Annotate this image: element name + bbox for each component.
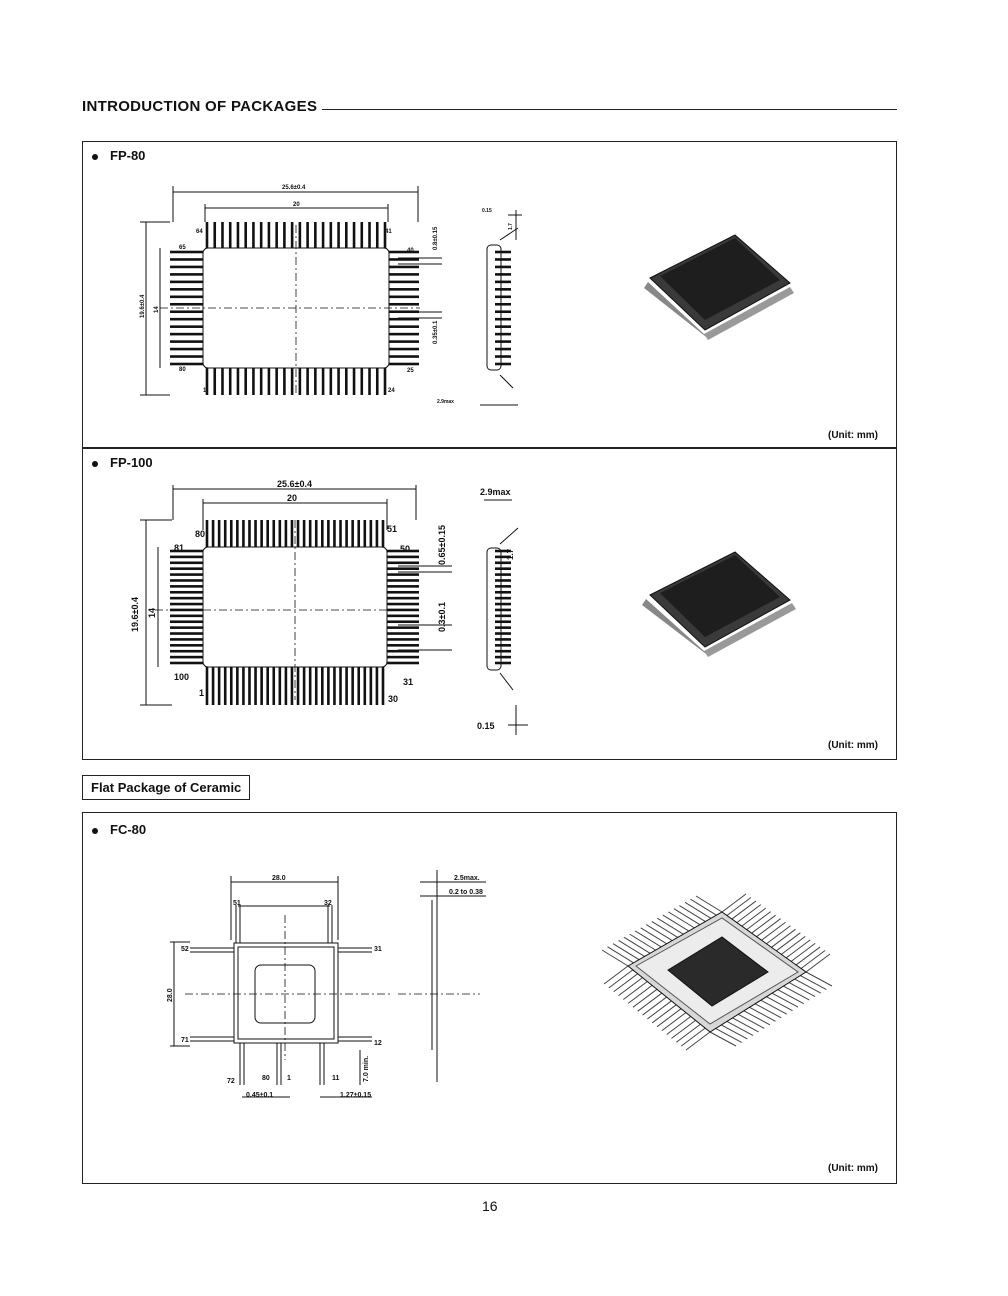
fp100-dim-lead-len: 1.7 xyxy=(506,548,515,560)
photo-lead xyxy=(801,950,825,968)
fp80-pin-65: 65 xyxy=(179,245,186,251)
photo-lead xyxy=(672,1020,696,1038)
fc80-pin-51: 51 xyxy=(233,900,241,907)
photo-lead xyxy=(716,1028,742,1042)
fp100-pin-50: 50 xyxy=(400,544,411,554)
fp100-dim-thick: 0.15 xyxy=(477,721,495,731)
page-header-title: INTRODUCTION OF PACKAGES xyxy=(82,98,318,115)
fp100-unit: (Unit: mm) xyxy=(828,740,878,751)
photo-lead xyxy=(738,1014,764,1028)
photo-lead xyxy=(747,912,771,930)
fp100-pin-100: 100 xyxy=(174,672,190,682)
photo-lead xyxy=(652,921,678,937)
photo-lead xyxy=(630,934,656,950)
photo-lead xyxy=(646,925,672,941)
photo-lead xyxy=(757,919,781,937)
fp100-dim-maxh: 2.9max xyxy=(480,487,511,497)
fp80-dim-inner: 20 xyxy=(293,202,300,208)
photo-lead xyxy=(766,997,792,1011)
photo-lead xyxy=(761,1000,787,1014)
photo-lead xyxy=(614,974,638,992)
photo-lead xyxy=(604,966,628,984)
photo-lead xyxy=(676,1024,700,1042)
fp100-pin-1: 1 xyxy=(199,688,205,698)
fc80-title-text: FC-80 xyxy=(110,822,147,837)
photo-lead xyxy=(796,947,820,965)
photo-lead xyxy=(791,943,815,961)
fp80-pin-41: 41 xyxy=(385,229,392,235)
photo-lead xyxy=(737,905,761,923)
photo-lead xyxy=(667,1016,691,1034)
fp100-pin-51: 51 xyxy=(387,524,398,534)
fc80-dim-thick: 0.2 to 0.38 xyxy=(449,889,483,896)
photo-lead xyxy=(619,940,645,956)
photo-lead xyxy=(602,950,628,966)
photo-lead xyxy=(806,954,830,972)
photo-lead xyxy=(685,902,711,918)
photo-lead xyxy=(618,978,642,996)
photo-lead xyxy=(733,1018,759,1032)
fc80-dim-width: 28.0 xyxy=(272,875,286,882)
fp80-title-text: FP-80 xyxy=(110,148,146,163)
photo-lead xyxy=(800,976,826,990)
fp80-dim-outer: 25.6±0.4 xyxy=(282,185,306,191)
photo-lead xyxy=(624,937,650,953)
fc80-pin-11: 11 xyxy=(332,1075,340,1082)
photo-lead xyxy=(641,928,667,944)
photo-lead xyxy=(663,915,689,931)
fc80-pin-71: 71 xyxy=(181,1037,189,1044)
fp80-pin-25: 25 xyxy=(407,368,414,374)
photo-lead xyxy=(608,947,634,963)
fp100-dim-height-inner: 14 xyxy=(147,607,157,618)
photo-lead xyxy=(795,979,821,993)
photo-lead xyxy=(635,931,661,947)
photo-lead xyxy=(710,1032,736,1046)
photo-lead xyxy=(742,908,766,926)
photo-lead xyxy=(781,936,805,954)
fp80-pin-40: 40 xyxy=(407,248,414,254)
fc80-pin-80: 80 xyxy=(262,1075,270,1082)
section-label-ceramic: Flat Package of Ceramic xyxy=(82,775,250,800)
fc80-pin-72: 72 xyxy=(227,1078,235,1085)
fp100-dim-inner: 20 xyxy=(287,493,298,503)
photo-lead xyxy=(657,918,683,934)
fp100-pin-80: 80 xyxy=(195,529,206,539)
photo-lead xyxy=(772,993,798,1007)
page-number: 16 xyxy=(482,1198,498,1214)
fp80-unit: (Unit: mm) xyxy=(828,430,878,441)
photo-lead xyxy=(623,982,647,1000)
fp80-pin-1: 1 xyxy=(203,388,207,394)
photo-lead xyxy=(727,898,751,916)
photo-lead xyxy=(766,926,790,944)
fp80-dim-lead: 0.35±0.1 xyxy=(433,320,439,344)
photo-lead xyxy=(662,1013,686,1031)
photo-lead xyxy=(755,1004,781,1018)
fp80-pin-64: 64 xyxy=(196,229,203,235)
fp80-dim-height-inner: 14 xyxy=(154,306,160,313)
photo-lead xyxy=(762,922,786,940)
photo-lead xyxy=(643,997,667,1015)
photo-lead xyxy=(789,983,815,997)
photo-lead xyxy=(638,993,662,1011)
photo-lead xyxy=(681,1028,705,1046)
fp100-pin-81: 81 xyxy=(174,543,185,553)
fc80-dim-maxh: 2.5max. xyxy=(454,875,480,882)
photo-lead xyxy=(633,989,657,1007)
fp80-pin-24: 24 xyxy=(388,388,395,394)
photo-lead xyxy=(783,986,809,1000)
fp80-dim-thick: 0.15 xyxy=(482,208,492,214)
photo-lead xyxy=(674,909,700,925)
fc80-dim-pitch: 1.27±0.15 xyxy=(340,1092,372,1099)
fp80-dim-pitch: 0.8±0.15 xyxy=(433,226,439,250)
fp100-dim-lead: 0.3±0.1 xyxy=(437,602,447,632)
photo-lead xyxy=(722,894,746,912)
fp100-dim-height-outer: 19.6±0.4 xyxy=(130,597,140,632)
photo-lead xyxy=(721,1025,747,1039)
photo-lead xyxy=(613,944,639,960)
photo-lead xyxy=(732,901,756,919)
fp100-dim-outer: 25.6±0.4 xyxy=(277,479,312,489)
fp100-title-text: FP-100 xyxy=(110,455,153,470)
photo-lead xyxy=(727,1021,753,1035)
fp80-dim-maxh: 2.9max xyxy=(437,399,454,405)
fc80-pin-31: 31 xyxy=(374,946,382,953)
photo-lead xyxy=(686,1032,710,1050)
photo-lead xyxy=(657,1009,681,1027)
fp100-dim-pitch: 0.65±0.15 xyxy=(437,525,447,565)
fp80-pin-80: 80 xyxy=(179,367,186,373)
fp100-pin-31: 31 xyxy=(403,677,414,687)
photo-lead xyxy=(786,940,810,958)
photo-lead xyxy=(690,899,716,915)
fc80-dim-lead-w: 0.45±0.1 xyxy=(246,1092,274,1099)
photo-lead xyxy=(806,972,832,986)
photo-lead xyxy=(776,933,800,951)
fc80-pin-1: 1 xyxy=(287,1075,291,1082)
photo-lead xyxy=(679,906,705,922)
photo-lead xyxy=(668,912,694,928)
photo-lead xyxy=(652,1005,676,1023)
photo-lead xyxy=(647,1001,671,1019)
fc80-pin-52: 52 xyxy=(181,946,189,953)
photo-lead xyxy=(609,970,633,988)
photo-lead xyxy=(696,896,722,912)
fc80-package-photo xyxy=(602,894,832,1050)
fp80-dim-lead-len: 1.7 xyxy=(508,223,514,230)
fp100-pin-30: 30 xyxy=(388,694,399,704)
photo-lead xyxy=(778,990,804,1004)
fc80-dim-lead-min: 7.0 min. xyxy=(363,1055,370,1082)
photo-lead xyxy=(750,1007,776,1021)
photo-lead xyxy=(752,915,776,933)
fc80-pin-12: 12 xyxy=(374,1040,382,1047)
fp80-dim-height-outer: 19.6±0.4 xyxy=(140,294,146,318)
photo-lead xyxy=(771,929,795,947)
photo-lead xyxy=(628,985,652,1003)
photo-lead xyxy=(744,1011,770,1025)
fc80-unit: (Unit: mm) xyxy=(828,1163,878,1174)
fc80-pin-32: 32 xyxy=(324,900,332,907)
fc80-dim-height: 28.0 xyxy=(167,988,174,1002)
